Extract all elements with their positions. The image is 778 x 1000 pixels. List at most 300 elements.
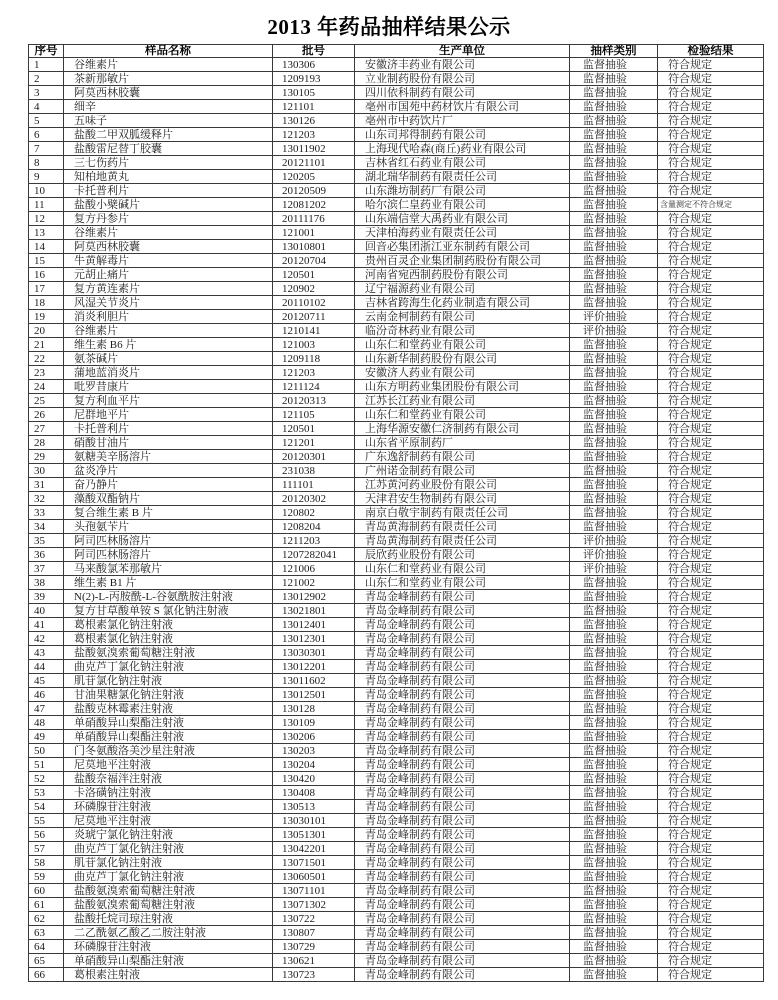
- row-number: 50: [29, 744, 64, 758]
- batch-number: 121001: [273, 226, 355, 240]
- row-number: 58: [29, 856, 64, 870]
- row-number: 19: [29, 310, 64, 324]
- row-number: 10: [29, 184, 64, 198]
- table-row: [29, 870, 764, 884]
- manufacturer: 云南金柯制药有限公司: [355, 310, 570, 324]
- manufacturer: 青岛金峰制药有限公司: [355, 954, 570, 968]
- batch-number: 120205: [273, 170, 355, 184]
- row-number: 48: [29, 716, 64, 730]
- table-row: [29, 408, 764, 422]
- batch-number: 20120313: [273, 394, 355, 408]
- batch-number: 13011902: [273, 142, 355, 156]
- row-number: 32: [29, 492, 64, 506]
- table-header-row: [29, 45, 764, 58]
- manufacturer: 青岛金峰制药有限公司: [355, 730, 570, 744]
- batch-number: 120802: [273, 506, 355, 520]
- sample-name: 盆炎净片: [64, 464, 273, 478]
- manufacturer: 山东仁和堂药业有限公司: [355, 562, 570, 576]
- manufacturer: 青岛金峰制药有限公司: [355, 870, 570, 884]
- sample-name: 门冬氨酸洛美沙星注射液: [64, 744, 273, 758]
- inspection-result: 符合规定: [658, 212, 764, 226]
- table-row: [29, 590, 764, 604]
- batch-number: 13012201: [273, 660, 355, 674]
- sampling-category: 监督抽验: [570, 170, 658, 184]
- sampling-category: 监督抽验: [570, 954, 658, 968]
- manufacturer: 青岛金峰制药有限公司: [355, 604, 570, 618]
- sample-name: 谷维素片: [64, 324, 273, 338]
- sampling-category: 监督抽验: [570, 660, 658, 674]
- manufacturer: 山东新华制药股份有限公司: [355, 352, 570, 366]
- row-number: 57: [29, 842, 64, 856]
- row-number: 51: [29, 758, 64, 772]
- inspection-result: 符合规定: [658, 926, 764, 940]
- inspection-result: 符合规定: [658, 184, 764, 198]
- inspection-result: 符合规定: [658, 450, 764, 464]
- sample-name: 消炎利胆片: [64, 310, 273, 324]
- inspection-result: 符合规定: [658, 884, 764, 898]
- batch-number: 20111176: [273, 212, 355, 226]
- sampling-category: 监督抽验: [570, 198, 658, 212]
- inspection-result: 符合规定: [658, 268, 764, 282]
- sample-name: 尼莫地平注射液: [64, 814, 273, 828]
- inspection-result: 符合规定: [658, 436, 764, 450]
- table-row: [29, 184, 764, 198]
- batch-number: 130206: [273, 730, 355, 744]
- sampling-category: 监督抽验: [570, 618, 658, 632]
- row-number: 18: [29, 296, 64, 310]
- sampling-category: 监督抽验: [570, 282, 658, 296]
- sample-name: 卡托普利片: [64, 422, 273, 436]
- table-row: [29, 478, 764, 492]
- manufacturer: 江苏黄河药业股份有限公司: [355, 478, 570, 492]
- sample-name: 氨茶碱片: [64, 352, 273, 366]
- table-row: [29, 618, 764, 632]
- table-row: [29, 394, 764, 408]
- inspection-result: 符合规定: [658, 562, 764, 576]
- manufacturer: 辽宁福源药业有限公司: [355, 282, 570, 296]
- manufacturer: 广东逸舒制药有限公司: [355, 450, 570, 464]
- row-number: 15: [29, 254, 64, 268]
- sampling-category: 监督抽验: [570, 520, 658, 534]
- row-number: 63: [29, 926, 64, 940]
- sampling-category: 监督抽验: [570, 730, 658, 744]
- batch-number: 121006: [273, 562, 355, 576]
- sampling-category: 监督抽验: [570, 856, 658, 870]
- batch-number: 130729: [273, 940, 355, 954]
- batch-number: 20120301: [273, 450, 355, 464]
- column-header-sampling-category: 抽样类别: [570, 45, 658, 58]
- sampling-category: 监督抽验: [570, 632, 658, 646]
- sample-name: 盐酸二甲双胍缓释片: [64, 128, 273, 142]
- row-number: 21: [29, 338, 64, 352]
- manufacturer: 吉林省红石药业有限公司: [355, 156, 570, 170]
- sampling-category: 监督抽验: [570, 296, 658, 310]
- table-row: [29, 912, 764, 926]
- manufacturer: 青岛金峰制药有限公司: [355, 898, 570, 912]
- sample-name: 复合维生素 B 片: [64, 506, 273, 520]
- column-header-row-number: 序号: [29, 45, 64, 58]
- row-number: 49: [29, 730, 64, 744]
- row-number: 46: [29, 688, 64, 702]
- inspection-result: 符合规定: [658, 800, 764, 814]
- sampling-category: 监督抽验: [570, 86, 658, 100]
- batch-number: 13042201: [273, 842, 355, 856]
- manufacturer: 天津君安生物制药有限公司: [355, 492, 570, 506]
- manufacturer: 青岛金峰制药有限公司: [355, 632, 570, 646]
- row-number: 44: [29, 660, 64, 674]
- inspection-result: 符合规定: [658, 380, 764, 394]
- inspection-result: 符合规定: [658, 86, 764, 100]
- inspection-result: 符合规定: [658, 968, 764, 982]
- sampling-category: 监督抽验: [570, 450, 658, 464]
- batch-number: 130126: [273, 114, 355, 128]
- manufacturer: 山东仁和堂药业有限公司: [355, 408, 570, 422]
- inspection-result: 符合规定: [658, 576, 764, 590]
- table-row: [29, 450, 764, 464]
- sampling-category: 监督抽验: [570, 758, 658, 772]
- table-row: [29, 86, 764, 100]
- inspection-result: 符合规定: [658, 744, 764, 758]
- row-number: 37: [29, 562, 64, 576]
- table-row: [29, 814, 764, 828]
- sampling-category: 监督抽验: [570, 940, 658, 954]
- manufacturer: 亳州市中药饮片厂: [355, 114, 570, 128]
- sample-name: 单硝酸异山梨酯注射液: [64, 954, 273, 968]
- inspection-result: 符合规定: [658, 338, 764, 352]
- sampling-category: 评价抽验: [570, 562, 658, 576]
- batch-number: 130723: [273, 968, 355, 982]
- table-row: [29, 674, 764, 688]
- manufacturer: 南京白敬宇制药有限责任公司: [355, 506, 570, 520]
- row-number: 14: [29, 240, 64, 254]
- table-row: [29, 100, 764, 114]
- batch-number: 1211124: [273, 380, 355, 394]
- sampling-category: 监督抽验: [570, 184, 658, 198]
- manufacturer: 青岛金峰制药有限公司: [355, 912, 570, 926]
- row-number: 20: [29, 324, 64, 338]
- sampling-category: 监督抽验: [570, 506, 658, 520]
- sample-name: 葛根素氯化钠注射液: [64, 618, 273, 632]
- batch-number: 130621: [273, 954, 355, 968]
- batch-number: 130105: [273, 86, 355, 100]
- table-row: [29, 604, 764, 618]
- sampling-category: 监督抽验: [570, 898, 658, 912]
- table-row: [29, 856, 764, 870]
- inspection-result: 符合规定: [658, 520, 764, 534]
- table-row: [29, 842, 764, 856]
- batch-number: 130109: [273, 716, 355, 730]
- row-number: 59: [29, 870, 64, 884]
- batch-number: 1209193: [273, 72, 355, 86]
- table-row: [29, 226, 764, 240]
- table-row: [29, 660, 764, 674]
- inspection-result: 符合规定: [658, 898, 764, 912]
- sample-name: 二乙酰氨乙酸乙二胺注射液: [64, 926, 273, 940]
- table-row: [29, 688, 764, 702]
- sampling-category: 监督抽验: [570, 394, 658, 408]
- sample-name: 维生素 B6 片: [64, 338, 273, 352]
- table-row: [29, 954, 764, 968]
- manufacturer: 哈尔滨仁皇药业有限公司: [355, 198, 570, 212]
- sampling-category: 评价抽验: [570, 534, 658, 548]
- batch-number: 13012401: [273, 618, 355, 632]
- inspection-result: 符合规定: [658, 688, 764, 702]
- batch-number: 130513: [273, 800, 355, 814]
- table-row: [29, 492, 764, 506]
- row-number: 8: [29, 156, 64, 170]
- sample-name: 三七伤药片: [64, 156, 273, 170]
- batch-number: 20110102: [273, 296, 355, 310]
- inspection-result: 符合规定: [658, 114, 764, 128]
- sample-name: 氨糖美辛肠溶片: [64, 450, 273, 464]
- batch-number: 121203: [273, 128, 355, 142]
- manufacturer: 江苏长江药业有限公司: [355, 394, 570, 408]
- sample-name: 谷维素片: [64, 58, 273, 72]
- row-number: 56: [29, 828, 64, 842]
- batch-number: 130408: [273, 786, 355, 800]
- manufacturer: 亳州市国苑中药材饮片有限公司: [355, 100, 570, 114]
- inspection-result: 符合规定: [658, 72, 764, 86]
- manufacturer: 天津柏海药业有限责任公司: [355, 226, 570, 240]
- row-number: 30: [29, 464, 64, 478]
- inspection-result: 符合规定: [658, 324, 764, 338]
- row-number: 12: [29, 212, 64, 226]
- batch-number: 13012902: [273, 590, 355, 604]
- inspection-result: 符合规定: [658, 912, 764, 926]
- sample-name: 谷维素片: [64, 226, 273, 240]
- manufacturer: 青岛黄海制药有限责任公司: [355, 534, 570, 548]
- inspection-result: 符合规定: [658, 226, 764, 240]
- sampling-category: 监督抽验: [570, 114, 658, 128]
- sample-name: 盐酸奈福泮注射液: [64, 772, 273, 786]
- sample-name: 葛根素氯化钠注射液: [64, 632, 273, 646]
- inspection-result: 符合规定: [658, 100, 764, 114]
- row-number: 47: [29, 702, 64, 716]
- table-row: [29, 338, 764, 352]
- manufacturer: 青岛金峰制药有限公司: [355, 926, 570, 940]
- manufacturer: 青岛金峰制药有限公司: [355, 674, 570, 688]
- sampling-category: 监督抽验: [570, 786, 658, 800]
- sample-name: 元胡止痛片: [64, 268, 273, 282]
- inspection-result: 符合规定: [658, 478, 764, 492]
- batch-number: 13051301: [273, 828, 355, 842]
- row-number: 26: [29, 408, 64, 422]
- table-row: [29, 352, 764, 366]
- sampling-category: 监督抽验: [570, 352, 658, 366]
- batch-number: 13071501: [273, 856, 355, 870]
- row-number: 38: [29, 576, 64, 590]
- batch-number: 20120302: [273, 492, 355, 506]
- manufacturer: 安徽济丰药业有限公司: [355, 58, 570, 72]
- table-row: [29, 310, 764, 324]
- table-row: [29, 422, 764, 436]
- column-header-sample-name: 样品名称: [64, 45, 273, 58]
- row-number: 2: [29, 72, 64, 86]
- inspection-result: 符合规定: [658, 604, 764, 618]
- table-row: [29, 534, 764, 548]
- sampling-category: 监督抽验: [570, 674, 658, 688]
- manufacturer: 青岛金峰制药有限公司: [355, 688, 570, 702]
- inspection-result: 符合规定: [658, 856, 764, 870]
- manufacturer: 青岛金峰制药有限公司: [355, 814, 570, 828]
- inspection-result: 符合规定: [658, 240, 764, 254]
- table-row: [29, 282, 764, 296]
- row-number: 45: [29, 674, 64, 688]
- row-number: 27: [29, 422, 64, 436]
- batch-number: 13071101: [273, 884, 355, 898]
- table-row: [29, 268, 764, 282]
- sample-name: 盐酸氨溴索葡萄糖注射液: [64, 884, 273, 898]
- sampling-category: 监督抽验: [570, 478, 658, 492]
- page-title: 2013 年药品抽样结果公示: [267, 15, 511, 39]
- sampling-category: 监督抽验: [570, 912, 658, 926]
- sample-name: 肌苷氯化钠注射液: [64, 674, 273, 688]
- batch-number: 120501: [273, 422, 355, 436]
- batch-number: 1207282041: [273, 548, 355, 562]
- table-row: [29, 884, 764, 898]
- sampling-category: 评价抽验: [570, 310, 658, 324]
- manufacturer: 回音必集团浙江亚东制药有限公司: [355, 240, 570, 254]
- table-row: [29, 240, 764, 254]
- sampling-category: 监督抽验: [570, 72, 658, 86]
- sample-name: 盐酸氨溴索葡萄糖注射液: [64, 646, 273, 660]
- sample-name: 阿司匹林肠溶片: [64, 548, 273, 562]
- batch-number: 1211203: [273, 534, 355, 548]
- batch-number: 20120509: [273, 184, 355, 198]
- inspection-result: 符合规定: [658, 464, 764, 478]
- batch-number: 121101: [273, 100, 355, 114]
- table-row: [29, 562, 764, 576]
- inspection-result: 符合规定: [658, 632, 764, 646]
- sample-name: 硝酸甘油片: [64, 436, 273, 450]
- inspection-result: 符合规定: [658, 282, 764, 296]
- batch-number: 1210141: [273, 324, 355, 338]
- batch-number: 111101: [273, 478, 355, 492]
- sample-name: 阿莫西林胶囊: [64, 240, 273, 254]
- batch-number: 130807: [273, 926, 355, 940]
- inspection-result: 符合规定: [658, 842, 764, 856]
- manufacturer: 立业制药股份有限公司: [355, 72, 570, 86]
- batch-number: 121003: [273, 338, 355, 352]
- sample-name: 风湿关节炎片: [64, 296, 273, 310]
- batch-number: 120501: [273, 268, 355, 282]
- inspection-result: 符合规定: [658, 492, 764, 506]
- manufacturer: 上海华源安徽仁济制药有限公司: [355, 422, 570, 436]
- table-row: [29, 730, 764, 744]
- sampling-category: 监督抽验: [570, 338, 658, 352]
- inspection-result: 符合规定: [658, 534, 764, 548]
- inspection-result: 符合规定: [658, 590, 764, 604]
- sampling-category: 监督抽验: [570, 142, 658, 156]
- manufacturer: 山东司邦得制药有限公司: [355, 128, 570, 142]
- sampling-category: 监督抽验: [570, 828, 658, 842]
- sample-name: 盐酸托烷司琼注射液: [64, 912, 273, 926]
- inspection-result: 符合规定: [658, 548, 764, 562]
- sample-name: 奋乃静片: [64, 478, 273, 492]
- batch-number: 121203: [273, 366, 355, 380]
- table-row: [29, 170, 764, 184]
- inspection-result: 符合规定: [658, 814, 764, 828]
- batch-number: 13071302: [273, 898, 355, 912]
- table-row: [29, 128, 764, 142]
- sampling-category: 监督抽验: [570, 100, 658, 114]
- batch-number: 13011602: [273, 674, 355, 688]
- table-row: [29, 366, 764, 380]
- sample-name: 曲克芦丁氯化钠注射液: [64, 870, 273, 884]
- sample-name: 藻酸双酯钠片: [64, 492, 273, 506]
- manufacturer: 吉林省跨海生化药业制造有限公司: [355, 296, 570, 310]
- sampling-category: 监督抽验: [570, 926, 658, 940]
- row-number: 65: [29, 954, 64, 968]
- sample-name: 尼莫地平注射液: [64, 758, 273, 772]
- batch-number: 231038: [273, 464, 355, 478]
- table-row: [29, 114, 764, 128]
- table-row: [29, 142, 764, 156]
- inspection-result: 符合规定: [658, 828, 764, 842]
- row-number: 39: [29, 590, 64, 604]
- table-row: [29, 800, 764, 814]
- sampling-category: 监督抽验: [570, 870, 658, 884]
- batch-number: 13060501: [273, 870, 355, 884]
- sample-name: 盐酸小檗碱片: [64, 198, 273, 212]
- sample-name: 曲克芦丁氯化钠注射液: [64, 660, 273, 674]
- row-number: 55: [29, 814, 64, 828]
- sample-name: 单硝酸异山梨酯注射液: [64, 730, 273, 744]
- sampling-category: 监督抽验: [570, 156, 658, 170]
- sampling-category: 监督抽验: [570, 744, 658, 758]
- sampling-category: 监督抽验: [570, 716, 658, 730]
- sampling-category: 监督抽验: [570, 366, 658, 380]
- inspection-result: 符合规定: [658, 506, 764, 520]
- sampling-category: 监督抽验: [570, 772, 658, 786]
- table-row: [29, 968, 764, 982]
- row-number: 4: [29, 100, 64, 114]
- batch-number: 130203: [273, 744, 355, 758]
- sample-name: 甘油果糖氯化钠注射液: [64, 688, 273, 702]
- row-number: 25: [29, 394, 64, 408]
- sample-name: N(2)-L-丙胺酰-L-谷氨酰胺注射液: [64, 590, 273, 604]
- sampling-category: 监督抽验: [570, 226, 658, 240]
- batch-number: 130306: [273, 58, 355, 72]
- column-header-manufacturer: 生产单位: [355, 45, 570, 58]
- manufacturer: 青岛金峰制药有限公司: [355, 716, 570, 730]
- batch-number: 13030101: [273, 814, 355, 828]
- batch-number: 130722: [273, 912, 355, 926]
- row-number: 40: [29, 604, 64, 618]
- sample-name: 环磷腺苷注射液: [64, 800, 273, 814]
- table-row: [29, 296, 764, 310]
- row-number: 9: [29, 170, 64, 184]
- inspection-result: 符合规定: [658, 352, 764, 366]
- inspection-result: 符合规定: [658, 394, 764, 408]
- sampling-category: 监督抽验: [570, 268, 658, 282]
- sample-name: 肌苷氯化钠注射液: [64, 856, 273, 870]
- sample-name: 卡托普利片: [64, 184, 273, 198]
- manufacturer: 广州诺金制药有限公司: [355, 464, 570, 478]
- inspection-result: 符合规定: [658, 156, 764, 170]
- sample-name: 吡罗昔康片: [64, 380, 273, 394]
- sample-name: 复方甘草酸单铵 S 氯化钠注射液: [64, 604, 273, 618]
- manufacturer: 四川依科制药有限公司: [355, 86, 570, 100]
- sampling-category: 监督抽验: [570, 254, 658, 268]
- inspection-result: 符合规定: [658, 870, 764, 884]
- manufacturer: 青岛金峰制药有限公司: [355, 772, 570, 786]
- inspection-result: 符合规定: [658, 128, 764, 142]
- table-row: [29, 464, 764, 478]
- batch-number: 13021801: [273, 604, 355, 618]
- row-number: 66: [29, 968, 64, 982]
- row-number: 24: [29, 380, 64, 394]
